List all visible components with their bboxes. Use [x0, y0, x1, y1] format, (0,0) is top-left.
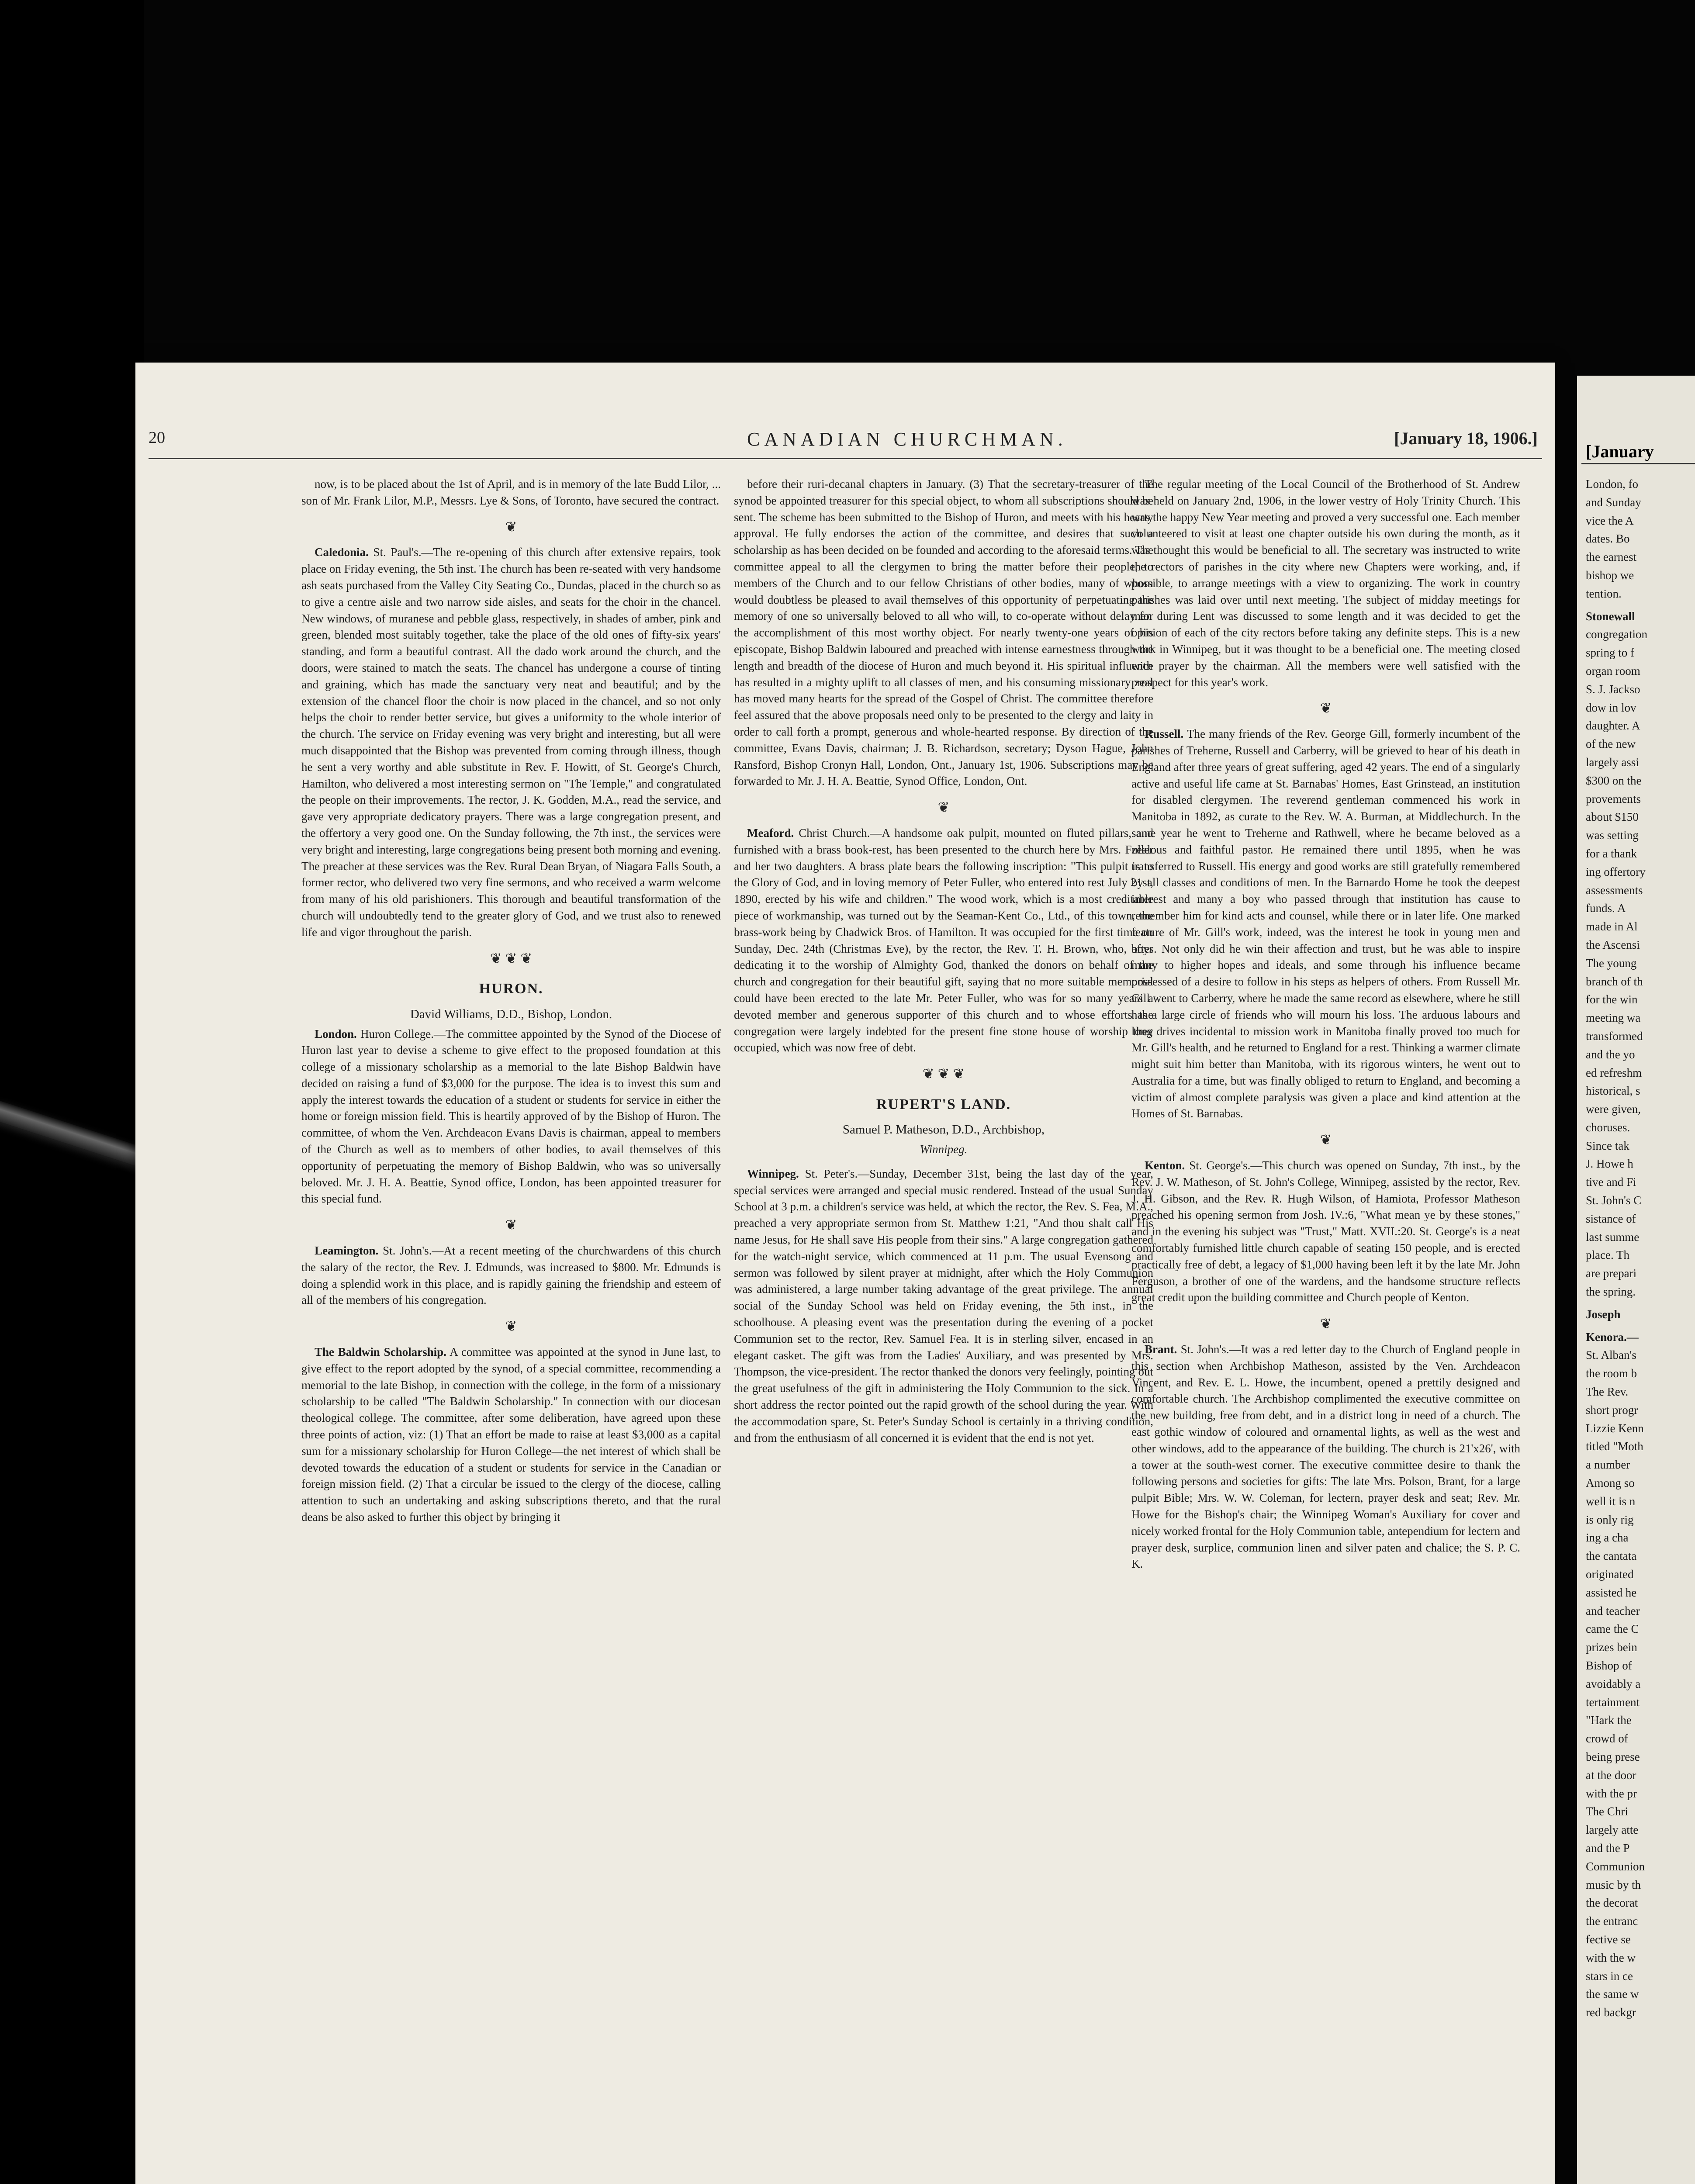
russell-paragraph: [1131, 726, 1520, 1122]
next-page-line: "Hark the: [1586, 1714, 1632, 1727]
ruperts-land-archbishop: Samuel P. Matheson, D.D., Archbishop,: [842, 1123, 1045, 1137]
next-page-line: the room b: [1586, 1367, 1637, 1380]
ornament-icon: ❦: [1320, 1316, 1332, 1332]
next-page-line: last summe: [1586, 1230, 1640, 1244]
next-page-line: The Chri: [1586, 1805, 1628, 1818]
next-page-line: the entranc: [1586, 1914, 1638, 1928]
leamington-text: St. John's.—At a recent meeting of the churchwardens of this church the salary of the rector, the Rev. J. Edmunds, was increased to $800. Mr. Edmunds is doing a splendid work in this place, and is rapidly gaining the friendship and esteem of all of the members of his congregation.: [301, 1244, 721, 1307]
brant-paragraph: [1131, 1341, 1520, 1572]
next-page-line: ed refreshm: [1586, 1066, 1642, 1079]
column-1: [301, 476, 721, 2184]
russell-text: The many friends of the Rev. George Gill, formerly incumbent of the parishes of Treherne, Russell and Carberry, will be grieved to hear of his death in England after three years of great suffering, aged 42 years. The end of a singularly active and useful life came at St. Barnabas' Homes, East Grinstead, an institution for disabled clergymen. The reverend gentleman commenced his work in Manitoba in 1892, as curate to the Rev. W. A. Burman, at Middlechurch. In the same year he went to Treherne and Rathwell, where he became beloved as a zealous and faithful pastor. He remained there until 1895, when he was transferred to Russell. His energy and good works are still gratefully remembered by all classes and conditions of men. In the Barnardo Home he took the deepest interest and many a boy who passed through that institution has cause to remember him for kind acts and counsel, while there or in later life. One marked feature of Mr. Gill's work, indeed, was the interest he took in young men and boys. Not only did he win their affection and trust, but he was able to inspire many to higher hopes and ideals, and some through his influence became possessed of a desire to follow in his steps as helpers of others. From Russell Mr. Gill went to Carberry, where he made the same record as elsewhere, where he still has a large circle of friends who will mourn his loss. The arduous labours and long drives incidental to mission work in Manitoba finally proved too much for Mr. Gill's health, and he returned to England for a rest. Thinking a warmer climate might suit him better than Manitoba, with its rigorous winters, he went out to Australia for a time, but was finally obliged to return to England, and becoming a victim of almost complete paralysis was given a place and kind attention at the Homes of St. Barnabas.: [1131, 727, 1520, 1120]
next-page-line: J. Howe h: [1586, 1157, 1633, 1171]
next-page-line: avoidably a: [1586, 1677, 1641, 1690]
stonewall-title: Stonewall: [1586, 609, 1635, 623]
kenton-title: Kenton.: [1145, 1159, 1185, 1172]
next-page-line: Lizzie Kenn: [1586, 1421, 1644, 1435]
scholarship-continued-paragraph: before their ruri-decanal chapters in January. (3) That the secretary-treasurer of the synod be appointed treasurer for this special object, to whom all subscriptions should be sent. The scheme has been submitted to the Bishop of Huron, and meets with his hearty approval. He fully endorses the action of the committee, and desires that such a scholarship as has been decided on be founded and according to the aforesaid terms. The committee appeal to all the clergymen to bring the matter before their people, to members of the Church and to our fellow Christians of other bodies, many of whom would doubtless be pleased to avail themselves of this opportunity of perpetuating the memory of one so universally beloved to all who will, to co-operate without delay for the accomplishment of this most worthy object. For nearly twenty-one years of his episcopate, Bishop Baldwin laboured and preached with intense earnestness through the length and breadth of the diocese of Huron and much beyond it. His spiritual influence has resulted in a mighty uplift to all classes of men, and his consuming missionary zeal has moved many hearts for the spread of the Gospel of Christ. The committee therefore feel assured that the above proposals need only to be presented to the clergy and laity in order to call forth a prompt, generous and whole-hearted response. By direction of the committee, Evans Davis, chairman; J. B. Richardson, secretary; Dyson Hague, John Ransford, Bishop Cronyn Hall, London, Ont., January 1st, 1906. Subscriptions may be forwarded to Mr. J. H. A. Beattie, Synod Office, London, Ont.: [734, 477, 1153, 788]
leamington-title: Leamington.: [315, 1244, 379, 1258]
next-page-line: the decorat: [1586, 1896, 1638, 1910]
next-page-line: a number: [1586, 1458, 1630, 1472]
next-page-line: Communion: [1586, 1859, 1645, 1873]
next-page-line: St. John's C: [1586, 1194, 1642, 1207]
kenton-paragraph: [1131, 1158, 1520, 1306]
next-page-line: Since tak: [1586, 1139, 1629, 1152]
next-page-line: sistance of: [1586, 1212, 1636, 1225]
ornament-icon: ❦: [505, 1217, 517, 1233]
ornament-icon: ❦: [1320, 700, 1332, 716]
next-page-header: [January: [1586, 442, 1654, 461]
next-page-line: transformed: [1586, 1029, 1643, 1043]
next-page-line: organ room: [1586, 664, 1640, 677]
next-page-line: vice the A: [1586, 514, 1634, 527]
next-page-line: S. J. Jackso: [1586, 682, 1640, 696]
kenora-title: Kenora.—: [1586, 1330, 1639, 1344]
next-page-stonewall-lines: [1586, 626, 1695, 1300]
next-page-line: largely atte: [1586, 1823, 1639, 1837]
kenton-text: St. George's.—This church was opened on Sunday, 7th inst., by the Rev. J. W. Matheson, of St. John's College, Winnipeg, assisted by the rector, Rev. J. H. Gibson, and the Rev. R. Hugh Wilson, of Hamiota, Professor Matheson preached his opening sermon from Josh. IV.:6, "What mean ye by these stones," and in the evening his subject was "Trust," Matt. XVII.:20. St. George's is a neat comfortably furnished little church capable of seating 150 people, and is erected practically free of debt, a legacy of $1,000 having been left it by the late Mr. John Ferguson, a brother of one of the wardens, and the handsome structure reflects great credit upon the building committee and Church people of Kenton.: [1131, 1159, 1520, 1304]
triple-ornament-icon: ❦ ❦ ❦: [922, 1066, 965, 1082]
meaford-title: Meaford.: [747, 826, 794, 840]
next-page-line: the Ascensi: [1586, 938, 1640, 951]
next-page-line: The young: [1586, 956, 1637, 970]
next-page-line: titled "Moth: [1586, 1440, 1643, 1453]
next-page-line: came the C: [1586, 1622, 1639, 1636]
ruperts-land-city: Winnipeg.: [920, 1143, 968, 1156]
meaford-text: Christ Church.—A handsome oak pulpit, mounted on fluted pillars, and furnished with a brass book-rest, has been presented to the church here by Mrs. Fuller and her two daughters. A brass plate bears the following inscription: "This pulpit is to the Glory of God, and in loving memory of Peter Fuller, who entered into rest July 21st, 1890, erected by his wife and children." The wood work, which is a most creditable piece of workmanship, was turned out by the Seaman-Kent Co., Ltd., of this town, the brass-work being by Chadwick Bros. of Hamilton. It was occupied for the first time on Sunday, Dec. 24th (Christmas Eve), by the rector, the Rev. T. H. Brown, who, after dedicating it to the worship of Almighty God, thanked the donors on behalf of the church and congregation for their beautiful gift, saying that no more suitable memorial could have been erected to the late Mr. Peter Fuller, who was for so many years a devoted member and generous supporter of this church and to whose efforts the congregation were largely indebted for the present fine stone house of worship they occupied, which was now free of debt.: [734, 826, 1153, 1054]
next-page-line: $300 on the: [1586, 774, 1642, 787]
next-page-column: [1586, 476, 1695, 2184]
next-page-line: largely assi: [1586, 755, 1639, 769]
next-page-line: and the yo: [1586, 1047, 1635, 1061]
brant-text: St. John's.—It was a red letter day to the Church of England people in this section when Archbishop Matheson, assisted by the Ven. Archdeacon Vincent, and Rev. E. L. Howe, the incumbent, opened a prettily designed and comfortable church. The Archbishop complimented the executive committee on the new building, free from debt, and in a district long in need of a church. The east gothic window of coloured and ornamental lights, as well as the west and other windows, add to the appearance of the building. The church is 21'x26', with a tower at the south-west corner. The executive committee desire to thank the following persons and societies for gifts: The late Mrs. Polson, Brant, for a large pulpit Bible; Mrs. W. W. Coleman, for lectern, prayer desk and seat; Rev. Mr. Howe for the Bishop's chair; the Winnipeg Woman's Auxiliary for cover and nicely worked frontal for the Holy Communion table, antependium for lectern and prayer desk, surplice, communion linen and silver paten and chalice; the S. P. C. K.: [1131, 1343, 1520, 1571]
next-page-line: originated: [1586, 1568, 1634, 1581]
next-page-line: being prese: [1586, 1750, 1640, 1763]
next-page-line: short progr: [1586, 1403, 1638, 1417]
next-page-kenora-lines: [1586, 1347, 1695, 2021]
caledonia-text: St. Paul's.—The re-opening of this church after extensive repairs, took place on Friday evening, the 5th inst. The church has been re-seated with very handsome ash seats purchased from the Valley City Seating Co., Dundas, placed in the church so as to give a centre aisle and two narrow side aisles, and seats for the choir in the chancel. New windows, of muranese and pebble glass, respectively, in shades of amber, pink and green, blended most suitably together, take the place of the old ones of fifty-six years' standing, and form a beautiful contrast. All the dado work around the church, and the doors, were stained to match the seats. The chancel has undergone a course of tinting and graining, which has made the sanctuary very neat and beautiful; and by the extension of the chancel floor the choir is now placed in the chancel, and so not only helps the choir to render better service, but gives a uniformity to the whole interior of the church. The service on Friday evening was very bright and interesting, but all were much disappointed that the Bishop was prevented from coming through illness, though he sent a very worthy and able substitute in Rev. F. Howitt, of St. George's Church, Hamilton, who delivered a most interesting sermon on "The Temple," and congratulated the people on their improvements. The rector, J. K. Godden, M.A., read the service, and gave very appropriate dedicatory prayers. There was a large congregation present, and the offertory a very good one. On the Sunday following, the 7th inst., the services were very bright and interesting, large congregations being present both morning and evening. The preacher at these services was the Rev. Rural Dean Bryan, of Niagara Falls South, a former rector, who delivered two very fine sermons, and who received a warm welcome from many of his old parishioners. This thorough and beautiful transformation of the church will undoubtedly tend to the greater glory of God, and we trust also to renewed life and vigor throughout the parish.: [301, 546, 721, 939]
next-page-line: for the win: [1586, 993, 1638, 1006]
joseph-title: Joseph: [1586, 1307, 1621, 1321]
next-page-line: prizes bein: [1586, 1641, 1637, 1654]
next-page-line: assessments: [1586, 883, 1643, 897]
next-page-line: St. Alban's: [1586, 1348, 1636, 1362]
baldwin-text: A committee was appointed at the synod in June last, to give effect to the report adopted by the synod, of a special committee, recommending a memorial to the late Bishop, in connection with the college, in the form of a missionary scholarship to be called "The Baldwin Scholarship." In connection with our diocesan theological college. The committee, after some deliberation, have agreed upon these three points of action, viz: (1) That an effort be made to raise at least $3,000 as a capital sum for a missionary scholarship for Huron College—the net interest of which shall be devoted towards the education of a student or students for service in the Canadian or foreign mission field. (2) That a circular be issued to the clergy of the diocese, calling attention to such an undertaking and asking subscriptions thereto, and that the rural deans be also asked to further this object by bringing it: [301, 1345, 721, 1524]
next-page-line: tention.: [1586, 587, 1622, 600]
next-page-edge: [1577, 376, 1695, 2184]
masthead-title: CANADIAN CHURCHMAN.: [747, 429, 1067, 450]
baldwin-paragraph: [301, 1344, 721, 1526]
column-3: [1131, 476, 1520, 2184]
next-page-line: tive and Fi: [1586, 1175, 1636, 1189]
ornament-icon: ❦: [1320, 1132, 1332, 1148]
next-page-line: choruses.: [1586, 1120, 1630, 1134]
next-page-line: dow in lov: [1586, 701, 1636, 714]
next-page-line: crowd of: [1586, 1732, 1628, 1745]
next-page-line: The Rev.: [1586, 1385, 1629, 1399]
next-page-line: the same w: [1586, 1987, 1639, 2001]
next-page-line: meeting wa: [1586, 1011, 1641, 1025]
column-2: [734, 476, 1153, 2184]
leamington-paragraph: [301, 1243, 721, 1309]
meaford-paragraph: [734, 825, 1153, 1056]
next-page-line: London, fo: [1586, 477, 1638, 491]
next-page-rule: [1581, 463, 1695, 464]
next-page-line: were given,: [1586, 1102, 1641, 1116]
next-page-line: with the w: [1586, 1951, 1636, 1964]
next-page-line: Among so: [1586, 1476, 1635, 1490]
next-page-line: and teacher: [1586, 1604, 1640, 1617]
scan-background-left: [0, 0, 144, 2184]
next-page-line: branch of th: [1586, 975, 1643, 988]
intro-paragraph: now, is to be placed about the 1st of April, and is in memory of the late Budd Lilor, ... son of Mr. Frank Lilor, M.P., Messrs. Lye & Sons, of Toronto, have secured the contract.: [301, 477, 721, 507]
page-header: [135, 428, 1555, 454]
next-page-line: music by th: [1586, 1878, 1641, 1891]
next-page-line: bishop we: [1586, 568, 1634, 582]
next-page-line: congregation: [1586, 628, 1647, 641]
ornament-icon: ❦: [505, 518, 517, 535]
next-page-line: are prepari: [1586, 1267, 1637, 1280]
winnipeg-text: St. Peter's.—Sunday, December 31st, being the last day of the year, special services were arranged and special music rendered. Instead of the usual Sunday School at 3 p.m. a children's service was held, at which the rector, the Rev. S. Fea, M.A., preached a very appropriate sermon from St. Matthew 1:21, "And thou shalt call His name Jesus, for He shall save His people from their sins." A large congregation gathered for the watch-night service, which commenced at 11 p.m. The usual Evensong and sermon was followed by silent prayer at midnight, after which the Holy Communion was administered, a large number taking advantage of the great privilege. The annual social of the Sunday School was held on Friday evening, the 5th inst., in the schoolhouse. A pleasing event was the presentation during the evening of a pocket Communion set to the rector, Rev. Samuel Fea. It is in sterling silver, encased in an elegant casket. The gift was from the Ladies' Auxiliary, and was presented by Mrs. Thompson, the vice-president. The rector thanked the donors very feelingly, pointing out the great usefulness of the gift in administering the Holy Communion to the sick. In a short address the rector pointed out the rapid growth of the school during the year. With the accommodation spare, St. Peter's Sunday School is certainly in a thriving condition, and from the enthusiasm of all concerned it is evident that the end is not yet.: [734, 1167, 1153, 1444]
issue-date: [January 18, 1906.]: [1394, 429, 1538, 448]
london-text: Huron College.—The committee appointed by the Synod of the Diocese of Huron last year to devise a scheme to give effect to the proposed foundation at this college of a missionary scholarship as a memorial to the late Bishop Baldwin have decided on raising a fund of $3,000 for the purpose. The idea is to invest this sum and apply the interest towards the education of a student or students for service in either the home or foreign mission field. This is heartily approved of by the Bishop of Huron. The committee, of whom the Ven. Archdeacon Evans Davis is chairman, appeal to members of the Church as well as to members of other bodies, to avail themselves of this opportunity of perpetuating the memory of Bishop Baldwin, who was so universally beloved. Mr. J. H. A. Beattie, Synod office, London, has been appointed treasurer for this special fund.: [301, 1027, 721, 1206]
next-page-line: place. Th: [1586, 1248, 1629, 1262]
next-page-line: for a thank: [1586, 847, 1637, 860]
next-page-line: fective se: [1586, 1932, 1631, 1946]
london-paragraph: [301, 1026, 721, 1208]
next-page-line: and Sunday: [1586, 495, 1641, 509]
next-page-line: the spring.: [1586, 1285, 1636, 1299]
huron-heading: HURON.: [479, 981, 543, 997]
next-page-line: historical, s: [1586, 1084, 1640, 1098]
next-page-line: assisted he: [1586, 1586, 1637, 1599]
next-page-line: of the new: [1586, 737, 1636, 751]
caledonia-title: Caledonia.: [315, 546, 369, 559]
next-page-line: tertainment: [1586, 1695, 1640, 1709]
next-page-line: the earnest: [1586, 550, 1637, 564]
next-page-line: spring to f: [1586, 646, 1634, 660]
russell-title: Russell.: [1145, 727, 1184, 741]
next-page-line: funds. A: [1586, 902, 1626, 915]
ornament-icon: ❦: [505, 1318, 517, 1334]
newspaper-page: [135, 363, 1555, 2184]
page-number: 20: [149, 429, 165, 447]
next-page-line: at the door: [1586, 1768, 1636, 1782]
next-page-line: with the pr: [1586, 1787, 1637, 1800]
header-rule: [149, 458, 1542, 459]
next-page-line: dates. Bo: [1586, 532, 1630, 546]
next-page-line: about $150: [1586, 810, 1639, 824]
baldwin-title: The Baldwin Scholarship.: [315, 1345, 446, 1359]
london-title: London.: [315, 1027, 357, 1040]
triple-ornament-icon: ❦ ❦ ❦: [490, 950, 533, 966]
next-page-line: provements: [1586, 792, 1641, 805]
next-page-line: made in Al: [1586, 920, 1638, 933]
next-page-line: is only rig: [1586, 1513, 1634, 1526]
huron-bishop: David Williams, D.D., Bishop, London.: [410, 1007, 612, 1021]
winnipeg-title: Winnipeg.: [747, 1167, 799, 1180]
next-page-line: was setting: [1586, 829, 1639, 842]
brotherhood-paragraph: The regular meeting of the Local Council of the Brotherhood of St. Andrew was held on January 2nd, 1906, in the lower vestry of Holy Trinity Church. This was the happy New Year meeting and proved a very successful one. Each member volunteered to visit at least one chapter outside his own during the month, as it was thought this would be beneficial to all. The secretary was instructed to write the rectors of parishes in the city where new Chapters were working, and, if possible, to arrange meetings with a view to organizing. The work in country parishes was laid over until next meeting. The subject of midday meetings for men during Lent was discussed to some length and it was decided to get the opinion of each of the city rectors before taking any definite steps. This is a new work in Winnipeg, but it was thought to be a beneficial one. The meeting closed with prayer by the chairman. All the members were well satisfied with the prospect for this year's work.: [1131, 477, 1520, 689]
next-page-line: and the P: [1586, 1841, 1630, 1855]
next-page-line: ing offertory: [1586, 865, 1646, 878]
brant-title: Brant.: [1145, 1343, 1177, 1356]
ornament-icon: ❦: [937, 799, 950, 816]
next-page-line: red backgr: [1586, 2006, 1636, 2019]
ruperts-land-heading: RUPERT'S LAND.: [876, 1096, 1011, 1113]
caledonia-paragraph: [301, 544, 721, 940]
winnipeg-paragraph: [734, 1166, 1153, 1447]
next-page-line: Bishop of: [1586, 1659, 1632, 1672]
next-page-line: ing a cha: [1586, 1531, 1629, 1545]
next-page-line: the cantata: [1586, 1549, 1637, 1563]
next-page-intro-lines: [1586, 476, 1695, 602]
next-page-line: well it is n: [1586, 1494, 1636, 1508]
next-page-line: stars in ce: [1586, 1969, 1633, 1983]
next-page-line: daughter. A: [1586, 719, 1640, 733]
